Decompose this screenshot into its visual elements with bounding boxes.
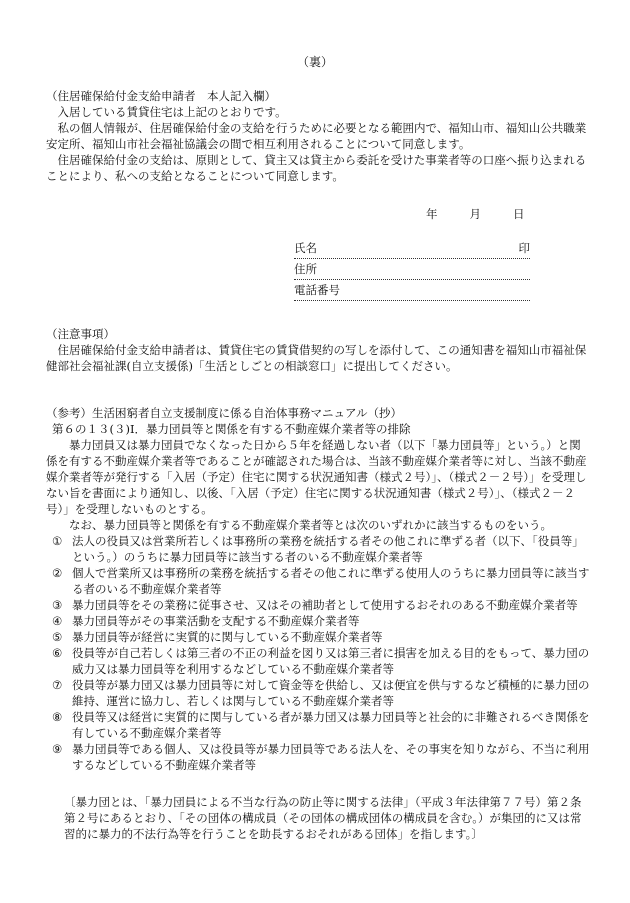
page-heading: （裏） (296, 55, 333, 69)
reference-list (46, 533, 592, 773)
list-item: ④ 暴力団員等がその事業活動を支配する不動産媒介業者等 (52, 614, 360, 628)
list-item: ⑥ 役員等が自己若しくは第三者の不正の利益を図り又は第三者に損害を加える目的をもって、暴力団の威力又は暴力団員等を利用するなどしている不動産媒介業者等 (52, 646, 590, 676)
gang-definition-note: 〔暴力団とは、「暴力団員による不当な行為の防止等に関する法律」（平成３年法律第７７号）第２条第２号にあるとおり、「その団体の構成員（その団体の構成団体の構成員を含む。）が集団的に又は常習的に暴力的不法行為等を行うことを助長するおそれがある団体」を指します。〕 (64, 795, 582, 841)
date-year-label: 年 (426, 207, 438, 221)
reference-paragraph-2: なお、暴力団員等と関係を有する不動産媒介業者等とは次のいずれかに該当するものをいう。 (69, 518, 552, 532)
list-item: ⑧ 役員等又は経営に実質的に関与している者が暴力団又は暴力団員等と社会的に非難されるべき関係を有している不動産媒介業者等 (52, 710, 590, 740)
reference-section (46, 405, 592, 773)
applicant-title: （住居確保給付金支給申請者 本人記入欄） (46, 89, 276, 103)
notes-title: （注意事項） (46, 327, 115, 341)
applicant-paragraph-3: 住居確保給付金の支給は、原則として、貸主又は貸主から委託を受けた事業者等の口座へ振り込まれることにより、私への支給となることについて同意します。 (46, 153, 587, 183)
list-item: ⑤ 暴力団員等が経営に実質的に関与している不動産媒介業者等 (52, 630, 383, 644)
notes-body: 住居確保給付金支給申請者は、賃貸住宅の賃貸借契約の写しを添付して、この通知書を福知山市福祉保健部社会福祉課(自立支援係)「生活としごとの相談窓口」に提出してください。 (46, 343, 587, 373)
applicant-paragraph-2: 私の個人情報が、住居確保給付金の支給を行うために必要となる範囲内で、福知山市、福知山公共職業安定所、福知山市社会福祉協議会の間で相互利用されることについて同意します。 (46, 121, 587, 151)
applicant-paragraph-1: 入居している賃貸住宅は上記のとおりです。 (57, 105, 287, 119)
list-item: ⑦ 役員等が暴力団又は暴力団員等に対して資金等を供給し、又は便宜を供与するなど積極的に暴力団の維持、運営に協力し、若しくは関与している不動産媒介業者等 (52, 678, 590, 708)
list-item: ① 法人の役員又は営業所若しくは事務所の業務を統括する者その他これに準ずる者（以下、「役員等」という。）のうちに暴力団員等に該当する者のいる不動産媒介業者等 (52, 534, 584, 564)
date-month-label: 月 (469, 207, 481, 221)
address-field[interactable] (294, 259, 530, 280)
name-field[interactable] (294, 238, 530, 259)
seal-mark: 印 (518, 241, 530, 255)
applicant-section (46, 88, 592, 184)
signature-block (294, 238, 530, 301)
list-item: ⑨ 暴力団員等である個人、又は役員等が暴力団員等である法人を、その事実を知りながら、不当に利用するなどしている不動産媒介業者等 (52, 742, 590, 772)
date-day-label: 日 (513, 207, 525, 221)
reference-section-heading: 第６の１３(３)Ⅰ．暴力団員等と関係を有する不動産媒介業者等の排除 (52, 422, 411, 436)
reference-title: （参考）生活困窮者自立支援制度に係る自治体事務マニュアル（抄） (46, 406, 403, 420)
list-item: ② 個人で営業所又は事務所の業務を統括する者その他これに準ずる使用人のうちに暴力団員等に該当する者のいる不動産媒介業者等 (52, 566, 590, 596)
name-label: 氏名 (294, 241, 317, 255)
phone-label: 電話番号 (294, 283, 340, 297)
notes-section (46, 326, 592, 374)
address-label: 住所 (294, 262, 317, 276)
reference-paragraph-1: 暴力団員又は暴力団員でなくなった日から５年を経過しない者（以下「暴力団員等」という。）と関係を有する不動産媒介業者等であることが確認された場合は、当該不動産媒介業者等に対し、当該不動産媒介業者等が発行する「入居（予定）住宅に関する状況通知書（様式２号）」、（様式２－２号）」を受理しない旨を書面により通知し、以後、「入居（予定）住宅に関する状況通知書（様式２号）」、（様式２－２号）」を受理しないものとする。 (46, 438, 587, 516)
phone-field[interactable] (294, 280, 530, 301)
date-line (426, 206, 525, 222)
list-item: ③ 暴力団員等をその業務に従事させ、又はその補助者として使用するおそれのある不動産媒介業者等 (52, 598, 578, 612)
